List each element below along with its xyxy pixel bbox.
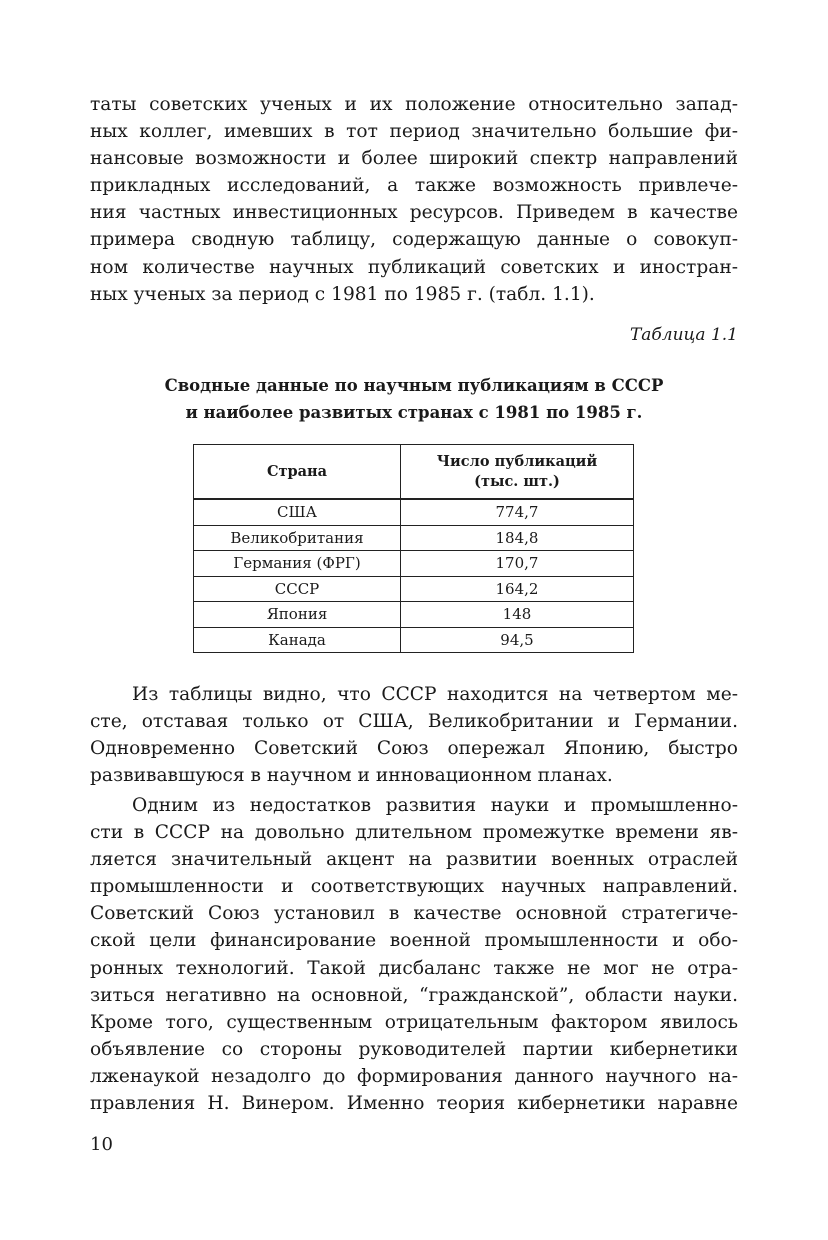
text-line: развивавшуюся в научном и инновационном планах. <box>90 765 613 787</box>
header-country: Страна <box>194 445 401 500</box>
table-caption <box>90 372 738 426</box>
cell-country: Германия (ФРГ) <box>194 551 401 577</box>
text-line: правления Н. Винером. Именно теория кибернетики наравне <box>90 1093 738 1115</box>
text-line: промышленности и соответствующих научных направлений. <box>90 876 738 898</box>
cell-count: 170,7 <box>401 551 634 577</box>
text-line: Одновременно Советский Союз опережал Японию, быстро <box>90 738 738 760</box>
text-line: ронных технологий. Такой дисбаланс также не мог не отра- <box>90 957 738 979</box>
cell-country: Канада <box>194 627 401 653</box>
caption-line: Сводные данные по научным публикациям в СССР <box>164 376 664 395</box>
table-row <box>194 627 634 653</box>
text-line: прикладных исследований, а также возможность привлече- <box>90 175 738 197</box>
cell-count: 184,8 <box>401 525 634 551</box>
caption-line: и наиболее развитых странах с 1981 по 1985 г. <box>185 403 643 422</box>
text-line: Из таблицы видно, что СССР находится на четвертом ме- <box>132 684 738 705</box>
table-row <box>194 551 634 577</box>
text-line: ской цели финансирование военной промышленности и обо- <box>90 930 738 952</box>
text-line: ном количестве научных публикаций советских и иностран- <box>90 256 738 278</box>
page-number: 10 <box>90 1134 113 1155</box>
table-row <box>194 576 634 602</box>
text-line: Кроме того, существенным отрицательным фактором явилось <box>90 1011 738 1033</box>
cell-country: СССР <box>194 576 401 602</box>
header-count-line: Число публикаций <box>436 452 598 470</box>
cell-count: 94,5 <box>401 627 634 653</box>
table-header-row <box>194 445 634 500</box>
text-line: ных ученых за период с 1981 по 1985 г. (табл. 1.1). <box>90 283 595 305</box>
text-line: сти в СССР на довольно длительном промежутке времени яв- <box>90 822 738 844</box>
text-line: сте, отставая только от США, Великобритании и Германии. <box>90 711 738 733</box>
text-line: Одним из недостатков развития науки и промышленно- <box>132 795 738 816</box>
cell-country: Великобритания <box>194 525 401 551</box>
text-line: примера сводную таблицу, содержащую данные о совокуп- <box>90 229 738 251</box>
text-line: ния частных инвестиционных ресурсов. Приведем в качестве <box>90 202 738 224</box>
text-line: зиться негативно на основной, “гражданской”, области науки. <box>90 984 738 1006</box>
table-row <box>194 602 634 628</box>
paragraph-shortcomings <box>90 792 738 1117</box>
text-line: ляется значительный акцент на развитии военных отраслей <box>90 849 738 871</box>
text-line: нансовые возможности и более широкий спектр направлений <box>90 148 738 170</box>
paragraph-intro <box>90 91 738 308</box>
cell-country: США <box>194 499 401 525</box>
cell-count: 148 <box>401 602 634 628</box>
text-line: Советский Союз установил в качестве основной стратегиче- <box>90 903 738 925</box>
publications-table <box>193 444 634 653</box>
text-line: ных коллег, имевших в тот период значительно большие фи- <box>90 121 738 143</box>
table-row <box>194 525 634 551</box>
header-count <box>401 445 634 500</box>
table-row <box>194 499 634 525</box>
cell-country: Япония <box>194 602 401 628</box>
paragraph-analysis <box>90 681 738 789</box>
cell-count: 164,2 <box>401 576 634 602</box>
text-line: таты советских ученых и их положение относительно запад- <box>90 94 738 115</box>
cell-count: 774,7 <box>401 499 634 525</box>
text-line: лженаукой незадолго до формирования данного научного на- <box>90 1065 738 1087</box>
header-count-unit: (тыс. шт.) <box>474 472 560 490</box>
text-line: объявление со стороны руководителей партии кибернетики <box>90 1038 738 1060</box>
table-label: Таблица 1.1 <box>629 325 738 345</box>
